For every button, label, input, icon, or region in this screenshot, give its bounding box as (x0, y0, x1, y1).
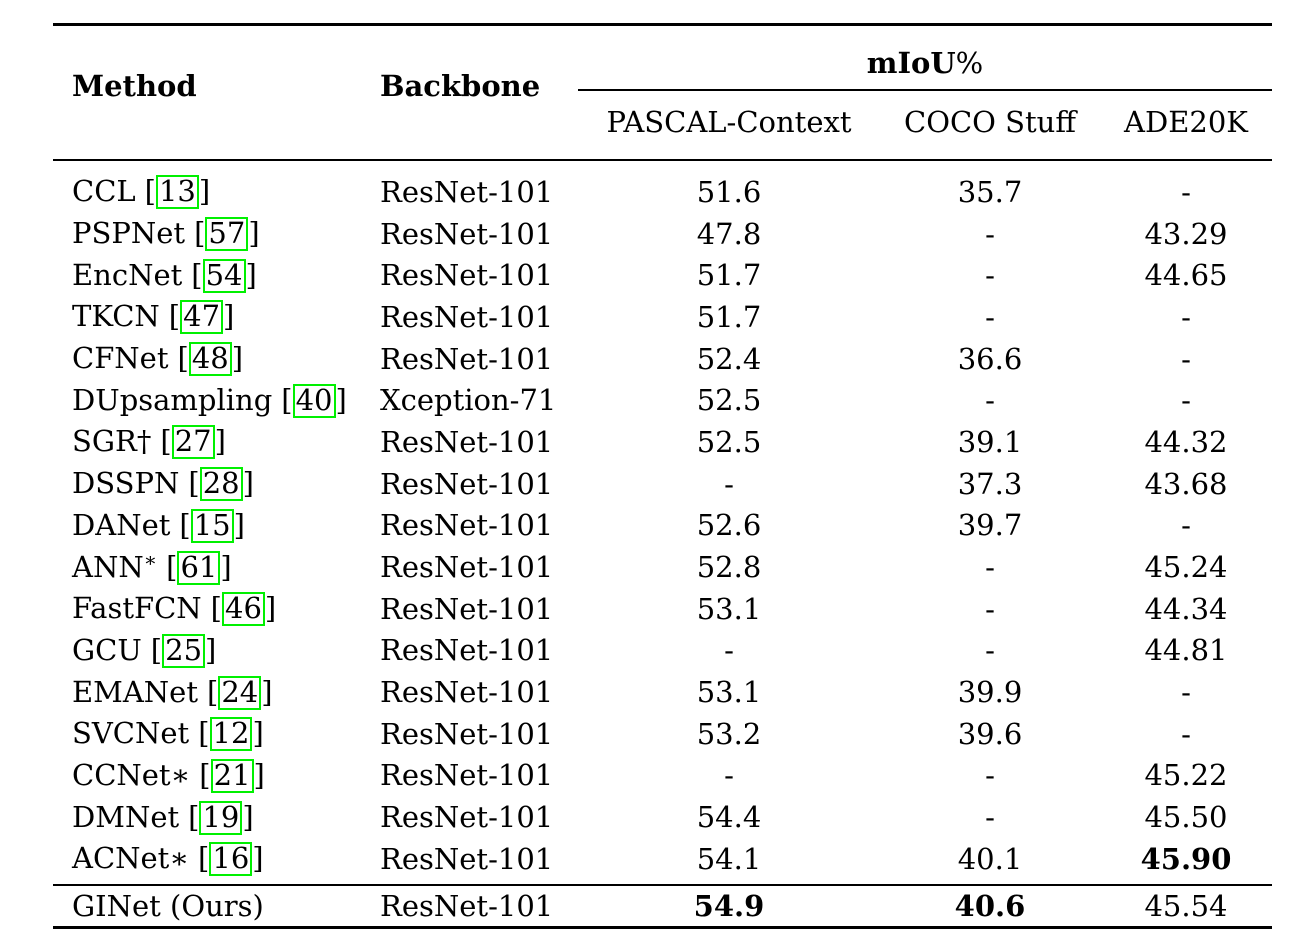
citation-ref[interactable] (179, 508, 245, 542)
bracket-open: [ (207, 674, 219, 709)
table-row (53, 254, 1272, 296)
coco-stuff-value-cell: - (985, 550, 995, 585)
citation-number[interactable]: 13 (156, 175, 199, 209)
pascal-context-value-cell: 52.8 (696, 550, 762, 585)
pascal-context-value-cell: 52.4 (696, 341, 762, 376)
column-header-pascal-context: PASCAL-Context (606, 105, 852, 139)
results-table (53, 23, 1272, 929)
citation-number[interactable]: 57 (205, 217, 248, 251)
coco-stuff-value-cell: - (985, 758, 995, 793)
coco-stuff-value-cell: - (985, 383, 995, 418)
pascal-context-value-cell: 53.1 (696, 591, 762, 626)
citation-ref[interactable] (198, 716, 264, 750)
ade20k-value-cell: 45.54 (1144, 888, 1228, 923)
percent-sign: % (955, 46, 984, 80)
table-row (53, 630, 1272, 672)
pascal-context-value-cell: 51.6 (696, 174, 762, 209)
table-row (53, 796, 1272, 838)
method-name: FastFCN (72, 591, 202, 626)
citation-ref[interactable] (145, 174, 211, 208)
miou-label: mIoU (866, 46, 956, 80)
backbone-cell: ResNet-101 (380, 299, 554, 334)
citation-number[interactable]: 25 (162, 634, 205, 668)
column-header-miou-group (578, 25, 1272, 91)
ade20k-value-cell: 44.65 (1144, 258, 1228, 293)
citation-number[interactable]: 27 (172, 425, 215, 459)
method-marker: ∗ (143, 547, 158, 571)
backbone-cell: ResNet-101 (380, 341, 554, 376)
bracket-open: [ (191, 257, 203, 292)
citation-number[interactable]: 46 (222, 592, 265, 626)
method-name: DUpsampling (72, 382, 273, 417)
pascal-context-value-cell: - (724, 758, 734, 793)
method-name: DANet (72, 507, 171, 542)
citation-ref[interactable] (198, 841, 264, 875)
method-name: EMANet (72, 674, 198, 709)
coco-stuff-value-cell: - (985, 800, 995, 835)
method-cell (53, 160, 378, 213)
citation-ref[interactable] (207, 675, 273, 709)
backbone-cell: ResNet-101 (380, 508, 554, 543)
method-cell (53, 421, 378, 463)
backbone-cell: ResNet-101 (380, 466, 554, 501)
citation-number[interactable]: 61 (177, 551, 220, 585)
method-name: SGR (72, 424, 137, 459)
table-row (53, 379, 1272, 421)
bracket-open: [ (150, 632, 163, 667)
backbone-cell: ResNet-101 (380, 633, 554, 668)
coco-stuff-value-cell: - (985, 299, 995, 334)
pascal-context-value-cell: 54.9 (693, 888, 765, 923)
backbone-cell: ResNet-101 (380, 550, 554, 585)
table-row (53, 338, 1272, 380)
backbone-cell: ResNet-101 (380, 591, 554, 626)
method-cell (53, 296, 378, 338)
table-row (53, 463, 1272, 505)
table-row (53, 713, 1272, 755)
bracket-open: [ (160, 424, 172, 459)
ade20k-value-cell: 43.68 (1144, 466, 1228, 501)
method-cell (53, 630, 378, 672)
coco-stuff-value-cell: 39.7 (957, 508, 1023, 543)
method-name: ANN (72, 549, 144, 584)
bracket-close: ] (248, 216, 260, 251)
citation-ref[interactable] (194, 216, 260, 250)
method-cell (53, 588, 378, 630)
header-row-1 (53, 25, 1272, 91)
method-name: CCNet (72, 757, 171, 792)
method-cell (53, 713, 378, 755)
backbone-cell: ResNet-101 (380, 258, 554, 293)
pascal-context-value-cell: 53.1 (696, 675, 762, 710)
table-row (53, 421, 1272, 463)
ade20k-value-cell: 45.24 (1144, 550, 1228, 585)
bracket-open: [ (188, 466, 200, 501)
bracket-close: ] (242, 466, 254, 501)
citation-ref[interactable] (191, 258, 257, 292)
bracket-open: [ (194, 216, 206, 251)
backbone-cell: ResNet-101 (380, 758, 554, 793)
coco-stuff-value-cell: 37.3 (957, 466, 1023, 501)
table-row (53, 505, 1272, 547)
column-header-method: Method (72, 68, 197, 103)
method-marker: ∗ (169, 841, 190, 876)
method-cell (53, 379, 378, 421)
coco-stuff-value-cell: 40.1 (957, 841, 1023, 876)
bracket-close: ] (261, 674, 273, 709)
table-row (53, 838, 1272, 885)
citation-number[interactable]: 12 (210, 717, 253, 751)
pascal-context-value-cell: - (724, 633, 734, 668)
method-cell (53, 838, 378, 885)
pascal-context-value-cell: 51.7 (696, 299, 762, 334)
ade20k-value-cell: - (1181, 174, 1191, 209)
citation-ref[interactable] (281, 383, 347, 417)
method-cell (53, 505, 378, 547)
table-row (53, 296, 1272, 338)
coco-stuff-value-cell: - (985, 216, 995, 251)
backbone-cell: ResNet-101 (380, 800, 554, 835)
bracket-open: [ (210, 591, 222, 626)
bracket-open: [ (198, 716, 210, 751)
pascal-context-value-cell: 51.7 (696, 258, 762, 293)
citation-number[interactable]: 54 (203, 259, 246, 293)
bracket-close: ] (223, 299, 235, 334)
method-cell (53, 338, 378, 380)
citation-ref[interactable] (169, 299, 235, 333)
backbone-cell: Xception-71 (380, 383, 557, 418)
method-name: ACNet (72, 841, 170, 876)
table-body-comparison (53, 160, 1272, 885)
bracket-open: [ (177, 341, 189, 376)
ade20k-value-cell: - (1181, 675, 1191, 710)
coco-stuff-value-cell: - (985, 633, 995, 668)
ade20k-value-cell: - (1181, 341, 1191, 376)
backbone-cell: ResNet-101 (380, 424, 554, 459)
method-name: GINet (Ours) (72, 888, 264, 923)
ade20k-value-cell: - (1181, 299, 1191, 334)
citation-ref[interactable] (160, 424, 226, 458)
backbone-cell: ResNet-101 (380, 216, 554, 251)
citation-number[interactable]: 24 (218, 676, 261, 710)
bracket-close: ] (214, 424, 226, 459)
method-name: TKCN (72, 299, 160, 334)
bracket-close: ] (335, 382, 347, 417)
pascal-context-value-cell: 53.2 (696, 716, 762, 751)
method-cell (53, 213, 378, 255)
bracket-close: ] (231, 341, 244, 376)
method-name: DMNet (72, 799, 180, 834)
bracket-open: [ (281, 382, 293, 417)
ade20k-value-cell: 45.22 (1144, 758, 1228, 793)
method-cell (53, 546, 378, 588)
method-name: EncNet (72, 257, 183, 292)
method-name: GCU (72, 632, 142, 667)
coco-stuff-value-cell: 39.1 (957, 424, 1023, 459)
citation-number[interactable]: 19 (199, 801, 242, 835)
table-body-ours (53, 885, 1272, 928)
ade20k-value-cell: 44.34 (1144, 591, 1228, 626)
citation-number[interactable]: 15 (191, 509, 234, 543)
citation-number[interactable]: 47 (180, 300, 223, 334)
bracket-open: [ (168, 299, 181, 334)
bracket-open: [ (199, 757, 211, 792)
method-marker: ∗ (170, 757, 191, 792)
ade20k-value-cell: - (1181, 716, 1191, 751)
bracket-close: ] (198, 174, 211, 209)
bracket-close: ] (252, 841, 264, 876)
table-row (53, 885, 1272, 928)
coco-stuff-value-cell: - (985, 591, 995, 626)
ade20k-value-cell: 44.81 (1144, 633, 1228, 668)
pascal-context-value-cell: 54.1 (696, 841, 762, 876)
bracket-close: ] (253, 757, 265, 792)
citation-ref[interactable] (199, 758, 265, 792)
citation-number[interactable]: 48 (189, 342, 232, 376)
citation-ref[interactable] (166, 550, 232, 584)
bracket-close: ] (264, 591, 277, 626)
citation-number[interactable]: 28 (200, 467, 243, 501)
ade20k-value-cell: - (1181, 383, 1191, 418)
method-name: SVCNet (72, 716, 190, 751)
citation-ref[interactable] (178, 341, 244, 375)
pascal-context-value-cell: - (724, 466, 734, 501)
citation-ref[interactable] (151, 633, 217, 667)
bracket-open: [ (179, 507, 191, 542)
bracket-close: ] (242, 799, 254, 834)
ade20k-value-cell: - (1181, 508, 1191, 543)
coco-stuff-value-cell: 35.7 (957, 174, 1023, 209)
pascal-context-value-cell: 54.4 (696, 800, 762, 835)
coco-stuff-value-cell: 40.6 (954, 888, 1026, 923)
ade20k-value-cell: 45.50 (1144, 800, 1228, 835)
column-header-ade20k: ADE20K (1124, 105, 1248, 139)
table-row (53, 671, 1272, 713)
method-cell (53, 885, 378, 928)
bracket-close: ] (205, 632, 217, 667)
ade20k-value-cell: 43.29 (1144, 216, 1228, 251)
bracket-close: ] (220, 549, 232, 584)
table-row (53, 588, 1272, 630)
coco-stuff-value-cell: 36.6 (957, 341, 1023, 376)
bracket-close: ] (252, 716, 264, 751)
method-marker: † (136, 424, 152, 459)
table-header (53, 25, 1272, 161)
citation-ref[interactable] (188, 466, 254, 500)
citation-ref[interactable] (188, 800, 254, 834)
bracket-open: [ (188, 799, 200, 834)
method-cell (53, 463, 378, 505)
backbone-cell: ResNet-101 (380, 841, 554, 876)
backbone-cell: ResNet-101 (380, 716, 554, 751)
table-row (53, 160, 1272, 213)
method-cell (53, 755, 378, 797)
backbone-cell: ResNet-101 (380, 888, 554, 923)
coco-stuff-value-cell: 39.9 (957, 675, 1023, 710)
table-row (53, 546, 1272, 588)
coco-stuff-value-cell: 39.6 (957, 716, 1023, 751)
citation-number[interactable]: 16 (209, 842, 252, 876)
bracket-open: [ (144, 174, 156, 209)
citation-ref[interactable] (211, 591, 277, 625)
citation-number[interactable]: 21 (211, 759, 254, 793)
pascal-context-value-cell: 52.5 (696, 383, 762, 418)
citation-number[interactable]: 40 (293, 384, 336, 418)
bracket-close: ] (245, 257, 257, 292)
pascal-context-value-cell: 47.8 (696, 216, 762, 251)
bracket-open: [ (198, 841, 210, 876)
method-name: PSPNet (72, 216, 186, 251)
method-name: CFNet (72, 341, 169, 376)
method-name: CCL (72, 174, 136, 209)
coco-stuff-value-cell: - (985, 258, 995, 293)
table-row (53, 755, 1272, 797)
table-row (53, 213, 1272, 255)
pascal-context-value-cell: 52.6 (696, 508, 762, 543)
column-header-coco-stuff: COCO Stuff (904, 105, 1076, 139)
column-header-backbone: Backbone (380, 68, 541, 103)
ade20k-value-cell: 45.90 (1140, 841, 1232, 876)
backbone-cell: ResNet-101 (380, 174, 554, 209)
bracket-open: [ (166, 549, 178, 584)
method-cell (53, 796, 378, 838)
method-cell (53, 671, 378, 713)
method-name: DSSPN (72, 466, 180, 501)
ade20k-value-cell: 44.32 (1144, 424, 1228, 459)
backbone-cell: ResNet-101 (380, 675, 554, 710)
pascal-context-value-cell: 52.5 (696, 424, 762, 459)
method-cell (53, 254, 378, 296)
bracket-close: ] (233, 507, 245, 542)
